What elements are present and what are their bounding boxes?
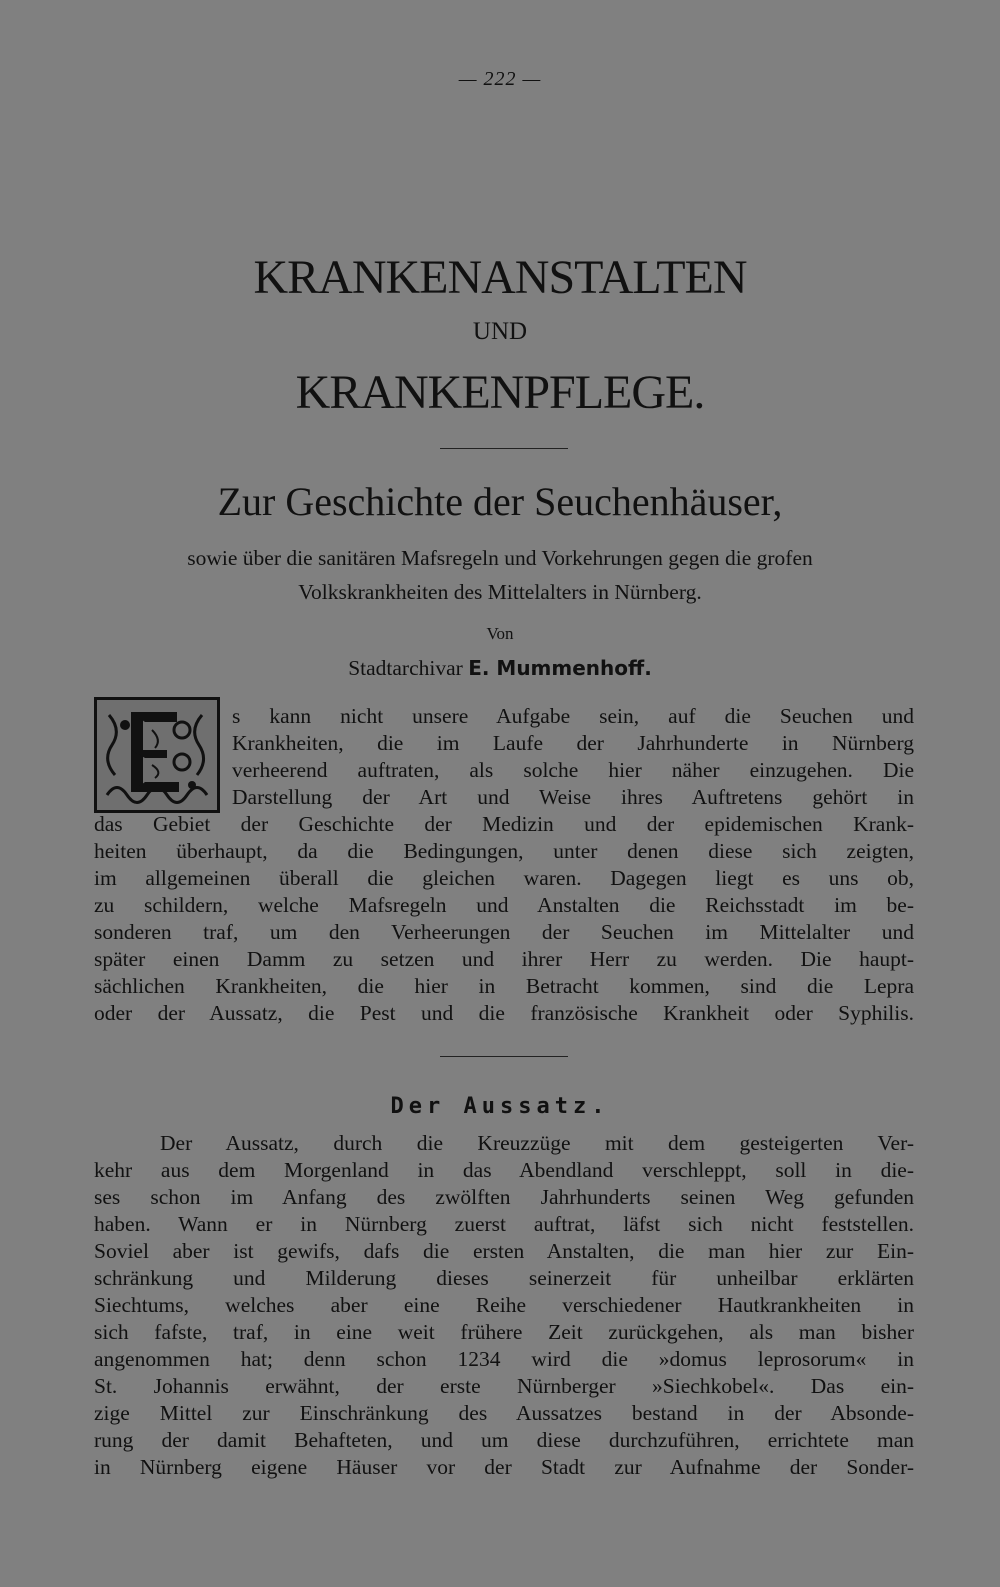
paragraph-1-line-1: s kann nicht unsere Aufgabe sein, auf die Seuchen und	[232, 704, 914, 728]
description-line-2: Volkskrankheiten des Mittelalters in Nürnberg.	[298, 580, 702, 604]
decorated-initial-e-icon	[94, 697, 220, 813]
paragraph-2-line-12: rung der damit Behafteten, und um diese durchzuführen, errichtete man	[94, 1428, 914, 1452]
paragraph-1-line-2: Krankheiten, die im Laufe der Jahrhunderte in Nürnberg	[232, 731, 914, 755]
ornament-icon	[97, 700, 217, 810]
title-line-3: KRANKENPFLEGE.	[295, 366, 705, 419]
paragraph-2-line-9: angenommen hat; denn schon 1234 wird die »domus leprosorum« in	[94, 1347, 914, 1371]
byline-author: E. Mummenhoff.	[468, 656, 652, 680]
divider-rule-bottom	[440, 1056, 568, 1057]
paragraph-2-line-5: Soviel aber ist gewifs, dafs die ersten Anstalten, die man hier zur Ein-	[94, 1239, 914, 1263]
paragraph-1-line-6: heiten überhaupt, da die Bedingungen, unter denen diese sich zeigten,	[94, 839, 914, 863]
paragraph-2-line-11: zige Mittel zur Einschränkung des Aussatzes bestand in der Absonde-	[94, 1401, 914, 1425]
title-line-2: UND	[472, 318, 528, 345]
paragraph-1-line-5: das Gebiet der Geschichte der Medizin und der epidemischen Krank-	[94, 812, 914, 836]
paragraph-2-line-2: kehr aus dem Morgenland in das Abendland verschleppt, soll in die-	[94, 1158, 914, 1182]
paragraph-2-line-13: in Nürnberg eigene Häuser vor der Stadt zur Aufnahme der Sonder-	[94, 1455, 914, 1479]
paragraph-1-line-11: sächlichen Krankheiten, die hier in Betracht kommen, sind die Lepra	[94, 974, 914, 998]
paragraph-1-line-9: sonderen traf, um den Verheerungen der Seuchen im Mittelalter und	[94, 920, 914, 944]
description-line-1: sowie über die sanitären Mafsregeln und Vorkehrungen gegen die grofen	[187, 546, 813, 570]
paragraph-1-line-10: später einen Damm zu setzen und ihrer Herr zu werden. Die haupt-	[94, 947, 914, 971]
paragraph-2-line-7: Siechtums, welches aber eine Reihe verschiedener Hautkrankheiten in	[94, 1293, 914, 1317]
paragraph-1-line-7: im allgemeinen überall die gleichen waren. Dagegen liegt es uns ob,	[94, 866, 914, 890]
subtitle: Zur Geschichte der Seuchenhäuser,	[217, 479, 783, 524]
paragraph-2-line-3: ses schon im Anfang des zwölften Jahrhunderts seinen Weg gefunden	[94, 1185, 914, 1209]
byline-prefix: Stadtarchivar	[348, 656, 463, 680]
paragraph-2-line-6: schränkung und Milderung dieses seinerzeit für unheilbar erklärten	[94, 1266, 914, 1290]
paragraph-2-line-8: sich fafste, traf, in eine weit frühere Zeit zurückgehen, als man bisher	[94, 1320, 914, 1344]
paragraph-2-line-1: Der Aussatz, durch die Kreuzzüge mit dem gesteigerten Ver-	[160, 1131, 914, 1155]
divider-rule-top	[440, 448, 568, 449]
paragraph-1-line-12: oder der Aussatz, die Pest und die französische Krankheit oder Syphilis.	[94, 1001, 914, 1025]
paragraph-2-line-4: haben. Wann er in Nürnberg zuerst auftrat, läfst sich nicht feststellen.	[94, 1212, 914, 1236]
paragraph-1-line-4: Darstellung der Art und Weise ihres Auftretens gehört in	[232, 785, 914, 809]
title-line-1: KRANKENANSTALTEN	[253, 251, 747, 304]
page-number: — 222 —	[458, 68, 542, 90]
von-label: Von	[486, 624, 514, 643]
paragraph-2-line-10: St. Johannis erwähnt, der erste Nürnberger »Siechkobel«. Das ein-	[94, 1374, 914, 1398]
paragraph-1-line-8: zu schildern, welche Mafsregeln und Anstalten die Reichsstadt im be-	[94, 893, 914, 917]
paragraph-1-line-3: verheerend auftraten, als solche hier näher einzugehen. Die	[232, 758, 914, 782]
section-heading: Der Aussatz.	[390, 1094, 610, 1119]
byline	[0, 656, 1000, 681]
